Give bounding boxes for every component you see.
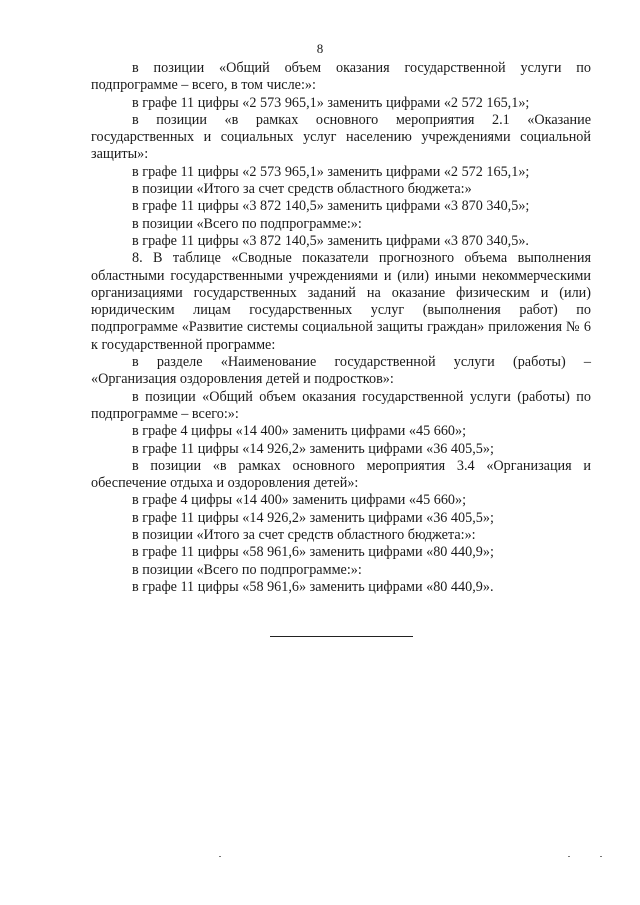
scan-speck <box>568 856 570 857</box>
document-body <box>91 60 591 596</box>
scan-speck <box>219 856 221 857</box>
paragraph: в позиции «Общий объем оказания государственной услуги по подпрограмме – всего, в том числе:»: <box>91 60 591 94</box>
paragraph: в графе 11 цифры «2 573 965,1» заменить цифрами «2 572 165,1»; <box>132 94 530 111</box>
scan-speck <box>600 856 602 857</box>
paragraph: в графе 11 цифры «3 872 140,5» заменить цифрами «3 870 340,5»; <box>132 198 530 215</box>
paragraph: в графе 11 цифры «14 926,2» заменить цифрами «36 405,5»; <box>132 509 494 526</box>
end-separator-line <box>270 636 413 637</box>
paragraph: в графе 4 цифры «14 400» заменить цифрами «45 660»; <box>132 492 467 509</box>
paragraph: в разделе «Наименование государственной услуги (работы) – «Организация оздоровления детей и подростков»: <box>91 354 591 388</box>
paragraph: в графе 11 цифры «58 961,6» заменить цифрами «80 440,9»; <box>132 544 494 561</box>
paragraph: в позиции «Всего по подпрограмме:»: <box>132 215 362 232</box>
paragraph: в графе 11 цифры «58 961,6» заменить цифрами «80 440,9». <box>132 578 494 595</box>
paragraph: в позиции «в рамках основного мероприятия 2.1 «Оказание государственных и социальных услуг населению учреждениями социальной защиты»: <box>91 111 591 163</box>
paragraph: в позиции «Итого за счет средств областного бюджета:»: <box>132 527 476 544</box>
paragraph: в позиции «Всего по подпрограмме:»: <box>132 561 362 578</box>
paragraph: в графе 4 цифры «14 400» заменить цифрами «45 660»; <box>132 423 467 440</box>
paragraph: 8. В таблице «Сводные показатели прогнозного объема выполнения областными государственными учреждениями и (или) иными некоммерческими организациями государственных заданий на оказание физическим и (или) юридическим лицам государственных услуг (выполнения работ) по подпрограмме «Развитие системы социальной защиты граждан» приложения № 6 к государственной программе: <box>91 250 591 353</box>
paragraph: в графе 11 цифры «14 926,2» заменить цифрами «36 405,5»; <box>132 440 494 457</box>
page-number: 8 <box>316 41 324 56</box>
paragraph: в позиции «в рамках основного мероприятия 3.4 «Организация и обеспечение отдыха и оздоровления детей»: <box>91 457 591 492</box>
paragraph: в позиции «Общий объем оказания государственной услуги (работы) по подпрограмме – всего:»: <box>91 388 591 422</box>
paragraph: в графе 11 цифры «2 573 965,1» заменить цифрами «2 572 165,1»; <box>132 163 530 180</box>
paragraph: в графе 11 цифры «3 872 140,5» заменить цифрами «3 870 340,5». <box>132 232 529 249</box>
paragraph: в позиции «Итого за счет средств областного бюджета:» <box>132 181 472 198</box>
